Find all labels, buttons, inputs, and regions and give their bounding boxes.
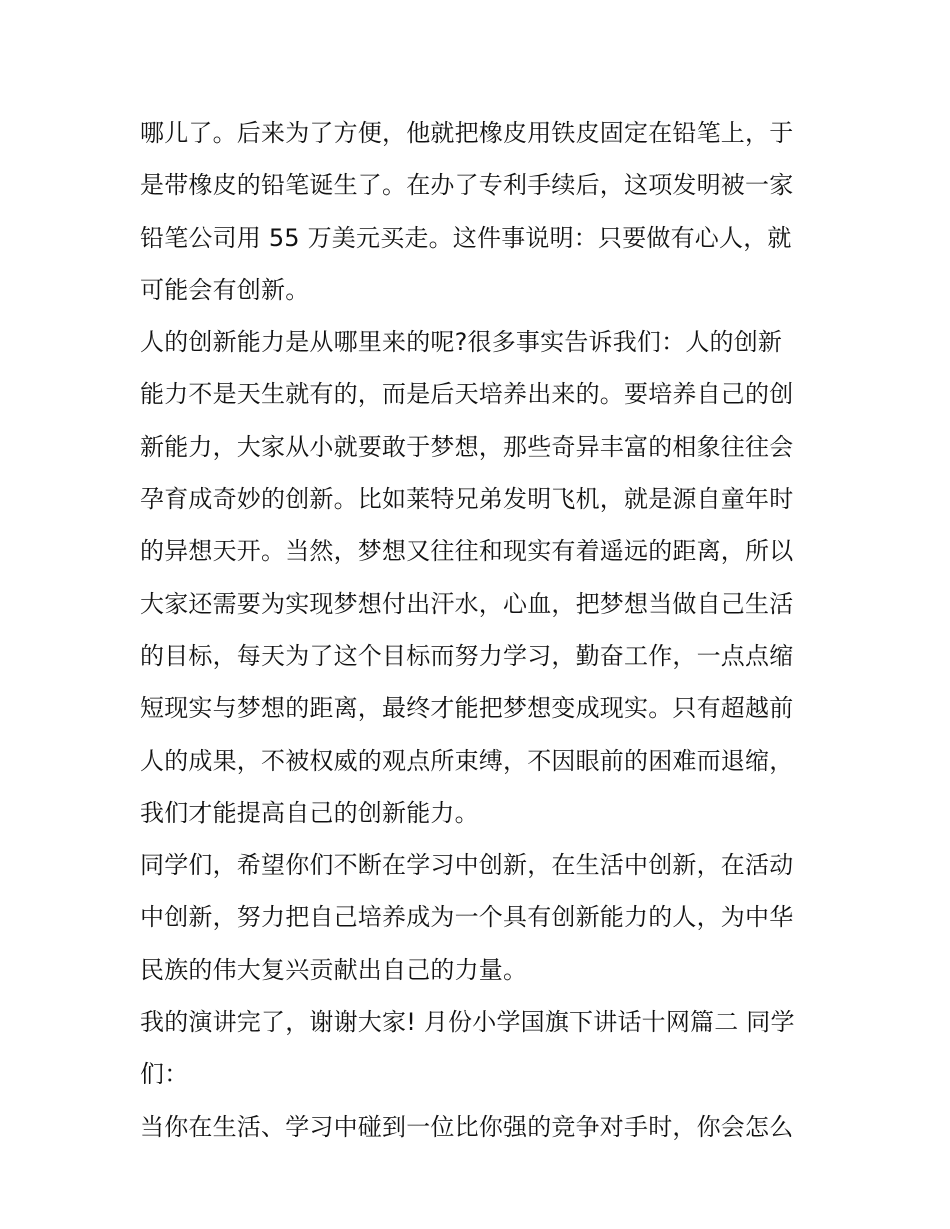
text-line: 能力不是天生就有的，而是后天培养出来的。要培养自己的创 — [140, 380, 794, 409]
text-line: 当你在生活、学习中碰到一位比你强的竞争对手时，你会怎么 — [140, 1112, 794, 1141]
text-line: 同学们，希望你们不断在学习中创新，在生活中创新，在活动 — [140, 851, 794, 880]
text-line: 短现实与梦想的距离，最终才能把梦想变成现实。只有超越前 — [140, 694, 794, 723]
text-line: 孕育成奇妙的创新。比如莱特兄弟发明飞机，就是源自童年时 — [140, 485, 794, 514]
text-line: 新能力，大家从小就要敢于梦想，那些奇异丰富的相象往往会 — [140, 432, 794, 461]
text-line: 人的成果，不被权威的观点所束缚，不因眼前的困难而退缩， — [140, 746, 794, 775]
text-line: 中创新，努力把自己培养成为一个具有创新能力的人，为中华 — [140, 903, 794, 932]
text-line: 哪儿了。后来为了方便，他就把橡皮用铁皮固定在铅笔上，于 — [140, 119, 794, 147]
text-line: 们： — [140, 1060, 189, 1089]
text-line: 的异想天开。当然，梦想又往往和现实有着遥远的距离，所以 — [140, 537, 794, 566]
text-line: 民族的伟大复兴贡献出自己的力量。 — [140, 955, 528, 984]
document-body — [140, 107, 812, 1153]
text-line: 大家还需要为实现梦想付出汗水，心血，把梦想当做自己生活 — [140, 589, 794, 618]
text-line: 可能会有创新。 — [140, 275, 310, 304]
text-line: 我们才能提高自己的创新能力。 — [140, 798, 479, 827]
text-line: 铅笔公司用 55 万美元买走。这件事说明：只要做有心人，就 — [140, 223, 792, 252]
text-line: 的目标，每天为了这个目标而努力学习，勤奋工作，一点点缩 — [140, 641, 794, 670]
text-line: 我的演讲完了，谢谢大家! 月份小学国旗下讲话十网篇二 同学 — [140, 1008, 795, 1037]
text-line: 是带橡皮的铅笔诞生了。在办了专利手续后，这项发明被一家 — [140, 171, 794, 200]
text-line: 人的创新能力是从哪里来的呢?很多事实告诉我们：人的创新 — [140, 328, 783, 357]
